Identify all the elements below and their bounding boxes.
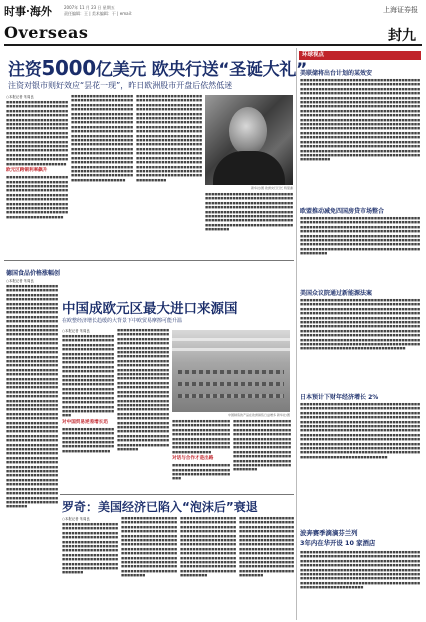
masthead-rule	[4, 44, 422, 46]
article-body: ■■■■■■■■■■■■■■■■■■■■■■■■■■■■■■■■■■■■■■■■■■■■■■■■■■■■■■■■■■■■■■■■■■■■■■■■■■■■■■■■■■■■■■■■■■■■■■■■■■■■■■■■■■■■■■■■■■■■■■■■■■■■■■■■■■■■■■■■■■■■■■■■■■■■■■■■■■■■■■■■■■■■■■■■■■■■■■■■■■■■■■■■■■■■■■■■■■■■■■■■■■■■■■■■■■■■■■■■■■■■■■■■■■■■■■■■■■■■■■■■■■■■■■■■■■■■■■■■■■■■■■■■■■■■■■■■■■■■■■■■■■■■■■■■■■■■■■■■■■■■■■■■■■■■■■■■■■■■■■■■■■■■■■■■■■■■■■■■■■■■■■■■■■■■■■■■■■■■■■■■■■■■■■■■■■■■■■■■■■■■■■■■■■■■■■■■■■■■■■■■■■■■■■■■■■■■■■■■■■■■■■■■■■■■■■■■■■■■■■■■■■■■■■■■■■■■■■■■■■■■■■■■■■■■■■■■■■■■■■■■■■■■■■■■■■■■■■■■■■■■■■■■■■■■■■■■■■■■■■■■■■■■■■■■■■■■■■■■■■■■■■■■■■■■■■■■■■■■■■■■■■■■■■■■■■■■■■■■■■■■■■■■■■■■■■■■■■■■■■■■■■■■■■■■■■■■■■■■■■■■■■■■■■■■■■■■■■■■■■■■■■■■■■■■■■■■■■■■■■■■■■■■■■■■■■■■■■■■■■■■■■■■■■■■■■■■■■■■■■■■■■■■■■■■■■■■	[300, 78, 420, 162]
section-title-english: Overseas	[4, 23, 89, 42]
second-story-column-1	[62, 328, 114, 492]
article-body: ■■■■■■■■■■■■■■■■■■■■■■■■■■■■■■■■■■■■■■■■■■■■■■■■■■■■■■■■■■■■■■■■■■■■■■■■■■■■■■■■■■■■■■■■■■■■■■■■■■■■■	[62, 426, 114, 453]
photo-worker-row	[178, 382, 284, 386]
article-body: ■■■■■■■■■■■■■■■■■■■■■■■■■■■■■■■■■■■■■■■■■■■■■■■■■■■■■■■■■■■■■■■■■■■■■■■■■■■■■■■■■■■■■■■■■■■■■■■■■■■■■■■■■■■■■■■■■■■■■■■■■■■■■■■■■■■■■■■■■■■■■■■■■■■■■■■■■■■■■■■■■■■■■■■■■■■■■■■■■■■■■■■■■■■■■■■■■■■■■■■■■■■■■	[62, 522, 118, 575]
second-story-column-4	[233, 419, 291, 493]
page-number: 封九	[388, 28, 416, 44]
second-subhead-dialogue: 对话与合作才是出路	[172, 456, 214, 462]
article-body: ■■■■■■■■■■■■■■■■■■■■■■■■■■■■■■■■■■■■■■■■■■■■■■■■■■■■■■■■■■■■■■■■■■■■■■■■■■■■■■■■■■■■■■■■■■■■■■■■■■■■■■■■■■■■■■■■■■■■■■■■■■■■■■■■■■■■■■■■■■■■■■■■■■■■■■■■■■■■■■■■■■■■■■■■■■■■■■■■■■■■■■■■■■■■■■■■■■■■■■■■■■■■■■■■■■■■■■■■■■■■■■■■■■■■■■■■■■■■■■■■■■	[239, 516, 294, 578]
main-headline-number: 5000	[41, 56, 96, 80]
third-story-column-1	[62, 516, 118, 620]
main-headline	[8, 55, 307, 80]
third-story-column-2	[121, 516, 177, 620]
article-body: ■■■■■■■■■■■■■■■■■■■■■■■■■■■■■■■■■■■■■■■■■■■■■■■■■■■■■■■■■■■■■■■■■■■■■■■■■■■■■■■■■■■■■■■■■■■■■■■■■■■■■■■■■■■■■■■■■■■■■■■■■■■■■■■■■■■■■■■■■■■■■■■■■■■■■■■■■■■■■■■■■■■■■■■■■■■■■■■■■■■■■■■■■■■■■■■■■■■■■■■■■■■■■■■■■■■■■■■■■■■■■■■■■■■■■■■■■■■■■■■■■■■■■■■■■■■■■■■■■■■■■■■■■■■■■■■■■■■■■■■■■■■■■■■■■■■■■■■■■■■■■■■■■■■■■■■■■■■■■■■■■■■■■■■■■■■■■■■■■■■■■■■■■■■■■■■■■■■■■■■■■■■■■■■■■■■■■■■■■■■■■■■■■■■■■■■■■■■■■■	[71, 94, 133, 182]
left-story-headline: 德国食品价格涨幅创	[6, 270, 61, 277]
photo-caption: 新华社/图 欧洲央行行长 特里谢	[251, 186, 293, 190]
section-divider	[4, 260, 294, 261]
article-body: ■■■■■■■■■■■■■■■■■■■■■■■■■■■■■■■■■■■■■■■■■■■■■■■■■■■■■■■■■■■■■■■■■■■■■■■■■■■■■■■■■■■■■■■■■■■■■■■■■■■■■■■■■■■■■■■■■■■■■■■■■■■■■■■■■■■■■■■■■■■■■■■■■■■■■■■■■■■■■■■■■■■■■■■■■■■■■■■■■■■■■■■■■■■■■■■■■■■■■■■■■■■■■■■■■■■■■■■■■■■■■■■■■■■■■■■■■■■■■■■■■■■■■■■■■■■■■■■■■■■■■■■■■■■■■■■■■■■■■■■■■■■■■■■■■■■■■■■■■■■■■■■■■■■■■	[62, 334, 114, 418]
article-body: ■■■■■■■■■■■■■■■■■■■■■■■■■■■■■■■■■■■■■■■■■■■■■■■■■■■■■■■■■■■■■■■■■■■■■■■■■■■■■■■■■■■■■■■■■■■■■■■■■■■■■■■■■■■■■■■■■■■■■■■■■■■■■■■■■■■■■■■■■■■■■■■■■■■■■■■■■■■■■■■■■■■■■■■■■■■■■■■■■■■■■■■■■■■■■■■■■■■■■■■■■■■■■■■■■■■■■■■■■■■■■■■■■■■■■■■■■■■■■■■■■■■■■■■■■■■■■■■■■■■■■■■■■■■■■■■■■■■■■■■■■■■■■■■■■■■■■■■■■■■■■■■■■■■■■■■■■■■■■■■■■■■■■■■■■■■■■■■■■■■■■■■■■■■■■■■■■■■■■■■■■■■■■■■■■■■■■■■■■■■■■■■■■■■■■■■■■■■■■■■■■■■■■■■■■■■■■■■■■■■■■■■■■■■■■■■■■■■■■■■■■■■■■■■■■■■■■■■■■■■■■■■■■■	[117, 328, 169, 451]
article-body: ■■■■■■■■■■■■■■■■■■■■■■■■■■■■■■■■■■■■■■■■■■■■■■■■■■■■■■■■■■■■■■■■■■■■■■■■■■■■■■■■■■■■■■■■■■■■■■■■■■■■■■■■■■■■■■■■■■■■■■■■■■■■■■■■■■■■■■■■■■■■■■■■■■■■■■■■■■■■■■■■■■■■■■■■■■■■■■■■■■■■■■■■■■■■■■■■■■■■■■■■■■■■■■■■■■■■■■■■■■■■■■■■■■■■■■■■■■■■■■■■■■■■■■■■■■■■■■■■■■■■■■■■■■■■■■■■■■■■■■■■■■■■■■■■■■■■■■■■■■■■■■■■■■■■■■■■■■■■■■■■■■■■■■■■■■■■■■■■■■■■■■■■■■■■■■■■■■■■■■■■■■■■■■■■■■■■■■■■■■■■■■■■■■■■■■■■■■■■■■■■■■■■■■■■■	[136, 94, 202, 182]
photo-worker-row	[178, 370, 284, 374]
article-body: ■■■■■■■■■■■■■■■■■■■■■■■■■■■■■■■■■■■■■■■■■■■■■■■■■■■■■■■■■■■■	[172, 463, 230, 481]
sidebar-item4-title: 日本预计下财年经济增长 2%	[300, 394, 379, 401]
article-body: ■■■■■■■■■■■■■■■■■■■■■■■■■■■■■■■■■■■■■■■■■■■■■■■■■■■■■■■■■■■■■■■■■■■■■■■■■■■■■■■■■■■■■■■■■■■■■■■■■■■■■■■■■■■■■■■■■■■■■■■■■■■■■■■■■■■■■■■■■■■■■■■■■■■■■■■■■■■■■■■■■■■■■■■■■■■■■■■■■■■■■■■■■■■■■■■■■■■■■■■■■■■■■■■■■■■■■■■■■■■■■■■■■■■■■■■■■■■■■■■■■■■■■■■■■■■■■■■■■■■■■■■■■■■■■■■■■■■■■■■■■■■■■■■■■■■■■■■■■■■■■■■■■■■■■■■■■■■■■■■■■■■■■■■■■■■■■	[300, 550, 420, 590]
main-headline-mid: 亿美元 欧央行送	[95, 60, 219, 80]
third-story-column-4	[239, 516, 294, 620]
section-title: 时事·海外	[4, 5, 52, 18]
main-subhead-rates: 欧元区跨铜利率飙升	[6, 168, 48, 174]
photo-beam	[172, 338, 290, 341]
article-body: ■■■■■■■■■■■■■■■■■■■■■■■■■■■■■■■■■■■■■■■■■■■■■■■■■■■■■■■■■■■■■■■■■■■■■■■■■■■■■■■■■■■■■■■■■■■■■■■■■■■■■■■■■■■■■■■■■■■■■■■■■■■■■■■■■■■■■■■■■■■■■■■■■■■■■■■■■■■■■■■■■■■■■■■■■■■■■■■■■■■■■■■■■■■■■■■■■■■■■■■■■■■■■■■■■■■■■■■■■■■■■■■■■■■■■■■■■■■■■■■■■■■	[180, 516, 236, 578]
left-byline: ○本报记者 朱周良	[6, 279, 34, 283]
sidebar-global-view	[296, 48, 423, 620]
article-body: ■■■■■■■■■■■■■■■■■■■■■■■■■■■■■■■■■■■■■■■■■■■■■■■■■■■■■■■■■■■■■■■■■■■■■■■■■■■■■■■■■■■■■■■■■■■■■■■■■■■■■■■■■■■■■■■■■■■■■■■■■■■■■■■■■■■■■■■■■■■■■■■■■■■■■■■■■■■■■■■■■■■■■■■■■■■■■■■■■■■■■■■■■■■■■■■■■■■■■■■■■■■■■■■■■■■■■■■■■■■■■■■■■■■■■■■■■■■■■■■■■■■■■■■■■■■■■■■■■■■■■■■■■■■■■■■■■■■■■■■■■■■■■■■■■■■■■■■■■■■■	[6, 100, 68, 166]
article-body: ■■■■■■■■■■■■■■■■■■■■■■■■■■■■■■■■■■■■■■■■■■■■■■■■■■■■■■■■■■■■■■■■■■■■■■■■■■■■■■■■■■■■■■■■■■■■■■■■■■■■■■■■■■■■■■■■■■■■■■■■■■■■■■■■■■■■■■■■■■■■■■■■■■	[172, 419, 230, 454]
sidebar-header: 环球视点	[299, 51, 421, 60]
main-subheadline: 注资对银市则好效应“昙花一现”，昨日欧洲股市开盘后依然低迷	[8, 81, 233, 90]
main-story-column-2	[71, 94, 133, 258]
second-subheadline: 在欧整经济增长趋缓的大背景下中欧贸易摩擦可能升温	[62, 318, 183, 324]
sidebar-item1-body	[300, 78, 420, 202]
second-subhead-deficit: 对中国贸易逆差增长迅	[62, 419, 108, 425]
main-byline: ○本报记者 朱周良	[6, 95, 34, 99]
sidebar-item5-title-line2: 3年内在华开设 10 家酒店	[300, 539, 376, 547]
section-divider	[60, 494, 294, 495]
article-body: ■■■■■■■■■■■■■■■■■■■■■■■■■■■■■■■■■■■■■■■■■■■■■■■■■■■■■■■■■■■■■■■■■■■■■■■■■■■■■■■■■■■■■■■■■■■■■■■■■■■■■■■■■■■■■■■■■■■■■■■■■■■■■■■■■■■■■■■■■■■■■■■■■■■■■■■■■■■■■■■■■■■■■■■■■■■■■■■■■■■■■■■■■■■■■■■■■■■■■■■■■■■■■■■■■■■■■■■■■■■■■■■■■■■■■■■■■■■■■■■■■■■■■■■■■■■■■■■■■■■■■■■■■■■■■■■■■■■■■■■■■■■■■■■■■■■■■■■■■■■■■■■■■■■■■■■■■■■■■■■■■■■■■■■■■■■■■■■■■■■■■■■■■■■■■■■■■■■■■■■■■■■■■■■■■■■■■■■■■■■■■■■■■■■■■■■■■■■■■■■■■■■■■■■■■■■■■■■■■■■■■■■■■■■■■■■■■■■■■■■■■■■■■■■■■■■■■■■■■■■■■■■■	[300, 298, 420, 351]
article-body: ■■■■■■■■■■■■■■■■■■■■■■■■■■■■■■■■■■■■■■■■■■■■■■■■■■■■■■■■■■■■■■■■■■■■■■■■■■■■■■■■■■■■■■■■■■■■■■■■■■■■■■■■■■■■■■■■■■■■■■■■■■■■■■■■■■■■■■■■■■■■■■■■■■■■■■■■■■■■■■■■■■■■■■■■■■■■■■■■■■■■■■■■■■■■■■■■■■■■■■■■■■■■■■■■■■■■■■■■■	[233, 419, 291, 472]
sidebar-item2-title: 欧盟推动减免四国房贷市场整合	[300, 208, 385, 215]
photo-caption: 中国制造的产品在欧洲销售日益增多 新华社/图	[228, 413, 290, 417]
second-headline: 中国成欧元区最大进口来源国	[62, 301, 238, 317]
second-byline: ○本报记者 朱周良	[62, 329, 90, 333]
main-headline-quote: “圣诞大礼”	[218, 60, 307, 80]
main-story-column-1	[6, 94, 68, 258]
article-body: ■■■■■■■■■■■■■■■■■■■■■■■■■■■■■■■■■■■■■■■■■■■■■■■■■■■■■■■■■■■■■■■■■■■■■■■■■■■■■■■■■■■■■■■■■■■■■■■■■■■■■■■■■■■■■■■■■■■■■■■■■■■■■■■■■■■■■■■■■■■■■■■■■■■■■■■■■■■■■■■■■■■■■■■■■■■■■■■■■■■■■■■■■■■■■■■■■■■■■■■■■■■■■■■■■■■■■■■■■■■■■■■■■■■■■■■■■■■■■■■■■■■■■■■■■■■■■■■■■■■■■■■■■■■■■■■■■■■■■■■■■■■■■■■■■■■■■■■■■■■■■■■■■■■■■■■■■■■■■■■■■■■■■■■■■■■■■■■■■■■■■■■■■■■■■■■■■■■■■■■■■■■■■■■■■■■■■■■■■■■■■■■■■■■■■■■■■■■■■■■■■■■■■■■■■■■■■■■■■■■■■■■■■■■■■■■■■■■■■■■■■■■■■■■■■■■■■■■■■■■■■■■■■■■■■■■■■■■■■■■■■■■■■■■■■■■■■■■■■	[300, 402, 420, 459]
masthead	[4, 3, 422, 45]
third-byline: ○本报记者 朱周良	[62, 517, 90, 521]
photo-suit	[213, 151, 285, 185]
third-story-column-3	[180, 516, 236, 620]
sidebar-item1-title: 美联储将出台计划的某效安	[300, 70, 373, 77]
sidebar-item3-title: 美国众议院通过新能源法案	[300, 290, 373, 297]
third-headline: 罗奇：美国经济已陷入“泡沫后”衰退	[62, 500, 258, 514]
newspaper-name: 上海证券报	[383, 6, 418, 14]
photo-beam	[172, 348, 290, 351]
sidebar-item5-body	[300, 550, 420, 618]
article-body: ■■■■■■■■■■■■■■■■■■■■■■■■■■■■■■■■■■■■■■■■■■■■■■■■■■■■■■■■■■■■■■■■■■■■■■■■■■■■■■■■■■■■■■■■■■■■■■■■■■■■■■■■■■■■■■■■■■■■■■■■■■■■■■■■■■■■■■■■■■■■■■■■■■■■■■■■■■■■■■■■■■■■■■■■■■■■■■■■■■■■■■■■■■■■■■■■■■■■■■■	[6, 175, 68, 219]
editor-line: 责任编辑：王 | 美术编辑：干 | email：	[64, 11, 135, 16]
sidebar-item3-body	[300, 298, 420, 390]
article-body: ■■■■■■■■■■■■■■■■■■■■■■■■■■■■■■■■■■■■■■■■■■■■■■■■■■■■■■■■■■■■■■■■■■■■■■■■■■■■■■■■■■■■■■■■■■■■■■■■■■■■■■■■■■■■■■■■■■■■■■■■■■■■■■■■■■■■■■■■■■■■■■■■■■■■■■■■■■■■■■■■■■■■■■■■■■■■■■■■■■■■■■■■■■■■■■■■■■■■■■■■■■■■■■■■■■■■■■■■■■■■■■■■■■■■■■■■■■■■■■■■■■■■■■■■■■■■■■■■■■■■■■■■■■■■■■■■■■■■■■■■■■■■■■■■■■■■■■■■■■■■■■■■■■■■■■■■■■■■■■■■■■■■■■■■■■■■■■■■■■■■■■■■■■■■■■■■■■■■■■■■■■■■■■■■■■■■■■■■■■■■■■■■■■■■■■■■■■■■■■■■■■■■■■■■■■■■■■■■■■■■■■■■■■■■■■■■■■■■■■■■■■■■■■■■■■■■■■■■■■■■■■■■■■■■■■■■■■■■■■■■■■■■■■■■■■■■■■■■■■■■■■■■■■■■■■■■■■■■■■■■■■■■■■■■■■■■■■■■■■■■■■■■■■■■■■■■■■■■■■■■■■■■■■■■■■■■■■■■■■■■■■■■■■■■■■■■■■■■■■■■■■■■■■■■■■■■■■■■■■■■■■■■■■■■■■■■■■■■■■■■■■■■■■■■■■■■■■■■■■■■■■■■■■■■■■■■■■■■■■■■■■■■■■■■■■■■■■■■■■■■■■■■■■■■■■■■■■■■■■■■■■■■■■■■■■■■■■■■■■■■■■■■■■■■■■■■■■■■■■■■■■■■■■■■■■■■■■■■■■■■■■■■■■■■■■■■■■■■■■■■■■■■■■■■■■■■■■■■■■■■■■■■■■■■■■■■■■■■■■■■■■■■■■■■■■■■■■■■■	[6, 284, 58, 509]
main-story-column-3	[136, 94, 202, 258]
main-headline-pre: 注资	[8, 60, 42, 80]
photo-face	[229, 107, 267, 155]
sidebar-item4-body	[300, 402, 420, 498]
sidebar-item2-body	[300, 216, 420, 282]
article-body: ■■■■■■■■■■■■■■■■■■■■■■■■■■■■■■■■■■■■■■■■■■■■■■■■■■■■■■■■■■■■■■■■■■■■■■■■■■■■■■■■■■■■■■■■■■■■■■■■■■■■■■■■■■■■■■■■■■■■■■■■■■■■■■■■■■■■■■■■■■■■■■■■■■■■■■■■■■■■■■■■■■■■■■■■■■■■■■■■■■■■■■■■■■■■■■■■■■■■■■■■■■■■■■■■■■■■■■■■■■■■■■■■■■■■■■■■■■■■■■■■■■	[121, 516, 177, 578]
second-story-column-2	[117, 328, 169, 492]
sidebar-item5-title-line1: 波奔赛季滴滴芬兰列	[300, 529, 358, 537]
issue-date: 2007年 11 月 23 日 星期五	[64, 5, 115, 10]
second-story-column-3	[172, 419, 230, 493]
article-body: ■■■■■■■■■■■■■■■■■■■■■■■■■■■■■■■■■■■■■■■■■■■■■■■■■■■■■■■■■■■■■■■■■■■■■■■■■■■■■■■■■■■■■■■■■■■■■■■■■■■■■■■■■■■■■■■■■■■■■■■■■■■■■■■■■■■■■■■■■■■■■■■■■■■■■■■■■■■■■■■■■■■■■■■■■■■■■■■■■■■■■■■■■■■■■■■■■■■■■■■■■■■■■■■■■■■■■■■■■■■■■■■■■■■■■■■■■■■■■■■■	[205, 192, 293, 232]
photo-worker-row	[178, 394, 284, 398]
main-story-column-4	[205, 192, 293, 258]
article-body: ■■■■■■■■■■■■■■■■■■■■■■■■■■■■■■■■■■■■■■■■■■■■■■■■■■■■■■■■■■■■■■■■■■■■■■■■■■■■■■■■■■■■■■■■■■■■■■■■■■■■■■■■■■■■■■■■■■■■■■■■■■■■■■■■■■■■■■■■■■■■■■■■■■■■■■■■■■■■■■■■■■■■■■■■■■■■■■■■■■■■■■■■■■■■■■■■■■■■■■■■■■■■■■■■■■■■■■■■■■■■■■■■■■■■■■■■■■■■■■■■■■■■■■■■■■■■■■■■■■■■■■■■■■■■■■■■■■■■■■■■■■■■■■■■■■■■■■■■■■■■■■■■■■■■■■■■■■■■■■■■■	[300, 216, 420, 256]
photo-factory	[172, 330, 290, 412]
left-story-column	[6, 278, 58, 618]
photo-trichet	[205, 95, 293, 185]
